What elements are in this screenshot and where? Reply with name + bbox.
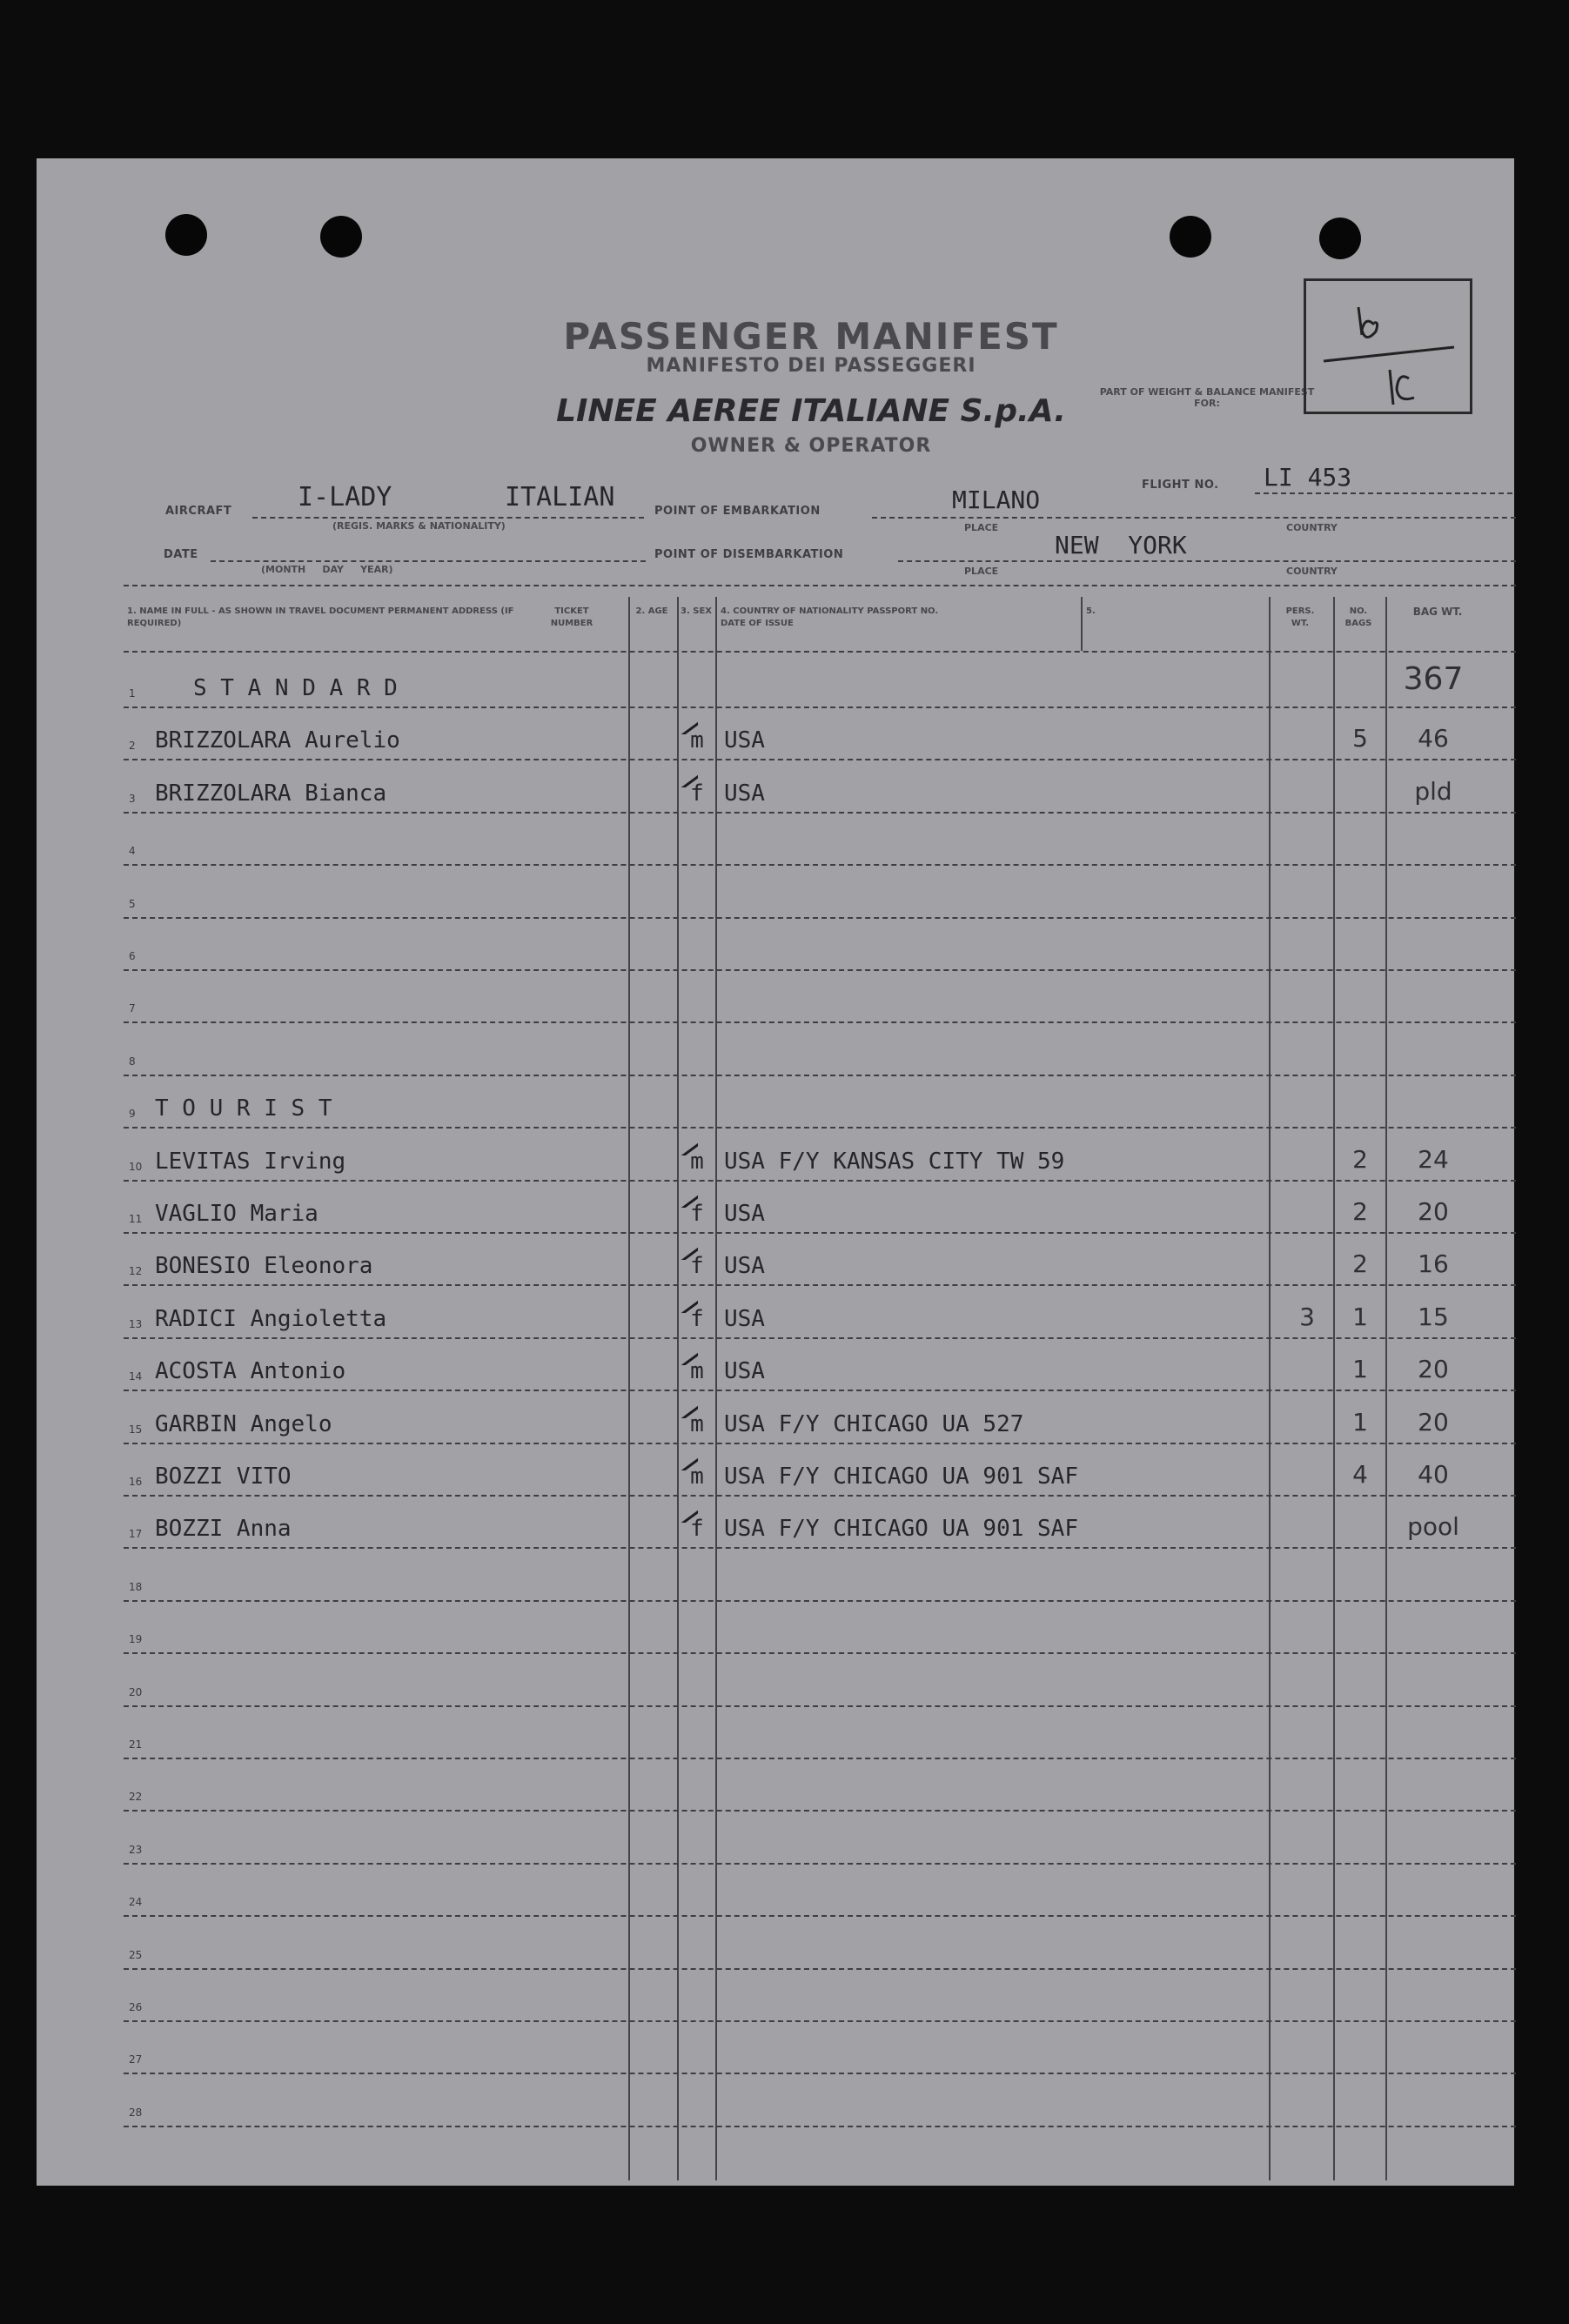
col-divider xyxy=(1081,597,1083,651)
col-head-name: 1. NAME IN FULL - AS SHOWN IN TRAVEL DOCUMENT PERMANENT ADDRESS (IF REQUIRED) xyxy=(127,606,514,628)
aircraft-label: AIRCRAFT xyxy=(165,505,232,518)
passenger-name: BONESIO Eleonora xyxy=(155,1253,373,1279)
binder-hole xyxy=(1319,218,1361,259)
passenger-sex: f xyxy=(690,1253,704,1279)
passenger-sex: f xyxy=(690,1306,704,1332)
passenger-name: S T A N D A R D xyxy=(193,675,398,701)
passenger-sex: f xyxy=(690,1201,704,1227)
row-number: 18 xyxy=(129,1581,143,1593)
passenger-nationality: USA F/Y KANSAS CITY TW 59 xyxy=(724,1149,1065,1175)
table-row xyxy=(37,1709,1514,1761)
annotation-fraction-icon xyxy=(1306,281,1470,412)
bag-weight: 16 xyxy=(1418,1249,1449,1278)
col-head-nationality: 4. COUNTRY OF NATIONALITY PASSPORT NO. DATE OF ISSUE xyxy=(721,606,939,628)
table-row xyxy=(37,1446,1514,1498)
disembarkation-value: NEW YORK xyxy=(1055,531,1187,559)
passenger-nationality: USA xyxy=(724,1253,765,1279)
bag-weight: 46 xyxy=(1418,724,1449,753)
flight-no-line xyxy=(1255,492,1512,494)
weight-balance-note: PART OF WEIGHT & BALANCE MANIFEST FOR: xyxy=(1099,386,1315,409)
place-label-2: PLACE xyxy=(964,566,999,577)
row-number: 17 xyxy=(129,1528,143,1540)
passenger-name: VAGLIO Maria xyxy=(155,1201,318,1227)
personal-weight: 3 xyxy=(1299,1303,1315,1331)
row-rule xyxy=(124,1600,1516,1602)
table-row xyxy=(37,1551,1514,1604)
table-row xyxy=(37,1657,1514,1709)
embarkation-line xyxy=(872,517,1516,519)
bag-weight: 24 xyxy=(1418,1145,1449,1174)
row-rule xyxy=(124,1758,1516,1759)
row-rule xyxy=(124,2126,1516,2127)
row-rule xyxy=(124,759,1516,760)
table-row xyxy=(37,1761,1514,1813)
manifest-title: PASSENGER MANIFEST xyxy=(563,315,1059,358)
table-row xyxy=(37,1604,1514,1656)
row-number: 21 xyxy=(129,1738,143,1751)
row-rule xyxy=(124,1127,1516,1129)
bag-weight: 15 xyxy=(1418,1303,1449,1331)
row-rule xyxy=(124,1968,1516,1970)
disembarkation-label: POINT OF DISEMBARKATION xyxy=(654,548,844,561)
embarkation-value: MILANO xyxy=(952,486,1041,514)
table-row xyxy=(37,658,1514,710)
number-of-bags: 1 xyxy=(1352,1408,1368,1437)
passenger-name: BOZZI Anna xyxy=(155,1516,292,1542)
binder-hole xyxy=(320,216,362,258)
passenger-name: ACOSTA Antonio xyxy=(155,1358,346,1384)
passenger-sex: f xyxy=(690,1516,704,1542)
number-of-bags: 2 xyxy=(1352,1145,1368,1174)
row-number: 8 xyxy=(129,1055,136,1068)
row-rule xyxy=(124,864,1516,866)
passenger-sex: m xyxy=(690,1463,704,1490)
number-of-bags: 2 xyxy=(1352,1249,1368,1278)
row-number: 19 xyxy=(129,1633,143,1645)
table-row xyxy=(37,868,1514,921)
row-rule xyxy=(124,2020,1516,2022)
row-rule xyxy=(124,1705,1516,1707)
row-number: 1 xyxy=(129,687,136,700)
table-row xyxy=(37,2024,1514,2076)
aircraft-value: I-LADY xyxy=(298,482,392,512)
row-number: 16 xyxy=(129,1476,143,1488)
passenger-sex: m xyxy=(690,1149,704,1175)
row-number: 5 xyxy=(129,898,136,910)
place-label-1: PLACE xyxy=(964,522,999,533)
passenger-nationality: USA F/Y CHICAGO UA 901 SAF xyxy=(724,1516,1078,1542)
row-number: 22 xyxy=(129,1791,143,1803)
passenger-name: T O U R I S T xyxy=(155,1095,332,1122)
manifest-sheet xyxy=(37,158,1514,2186)
binder-hole xyxy=(1170,216,1211,258)
table-row xyxy=(37,1394,1514,1446)
row-number: 10 xyxy=(129,1161,143,1173)
row-number: 27 xyxy=(129,2053,143,2066)
number-of-bags: 4 xyxy=(1352,1460,1368,1489)
bag-weight: 367 xyxy=(1403,661,1464,697)
row-rule xyxy=(124,1390,1516,1391)
row-number: 3 xyxy=(129,793,136,805)
table-row xyxy=(37,973,1514,1025)
passenger-sex: m xyxy=(690,1358,704,1384)
number-of-bags: 1 xyxy=(1352,1303,1368,1331)
table-row xyxy=(37,1919,1514,1972)
passenger-nationality: USA xyxy=(724,1201,765,1227)
aircraft-line xyxy=(252,517,644,519)
row-rule xyxy=(124,969,1516,971)
table-row xyxy=(37,1972,1514,2024)
row-number: 4 xyxy=(129,845,136,857)
bag-weight: 40 xyxy=(1418,1460,1449,1489)
col-head-no-bags: NO. BAGS xyxy=(1344,606,1372,628)
table-row xyxy=(37,1183,1514,1236)
col-head-bag-wt: BAG WT. xyxy=(1412,606,1463,618)
passenger-nationality: USA xyxy=(724,1358,765,1384)
col-head-5: 5. xyxy=(1086,606,1096,616)
passenger-sex: m xyxy=(690,727,704,753)
bag-weight: pld xyxy=(1414,777,1452,806)
col-head-sex: 3. SEX xyxy=(681,606,712,616)
row-number: 24 xyxy=(129,1896,143,1908)
table-row xyxy=(37,2077,1514,2129)
manifest-subtitle: MANIFESTO DEI PASSEGGERI xyxy=(646,355,976,377)
bag-weight: pool xyxy=(1407,1512,1459,1541)
number-of-bags: 5 xyxy=(1352,724,1368,753)
row-number: 2 xyxy=(129,740,136,752)
date-sublabel: (MONTH DAY YEAR) xyxy=(261,564,393,575)
row-rule xyxy=(124,1495,1516,1497)
row-rule xyxy=(124,1021,1516,1023)
table-row xyxy=(37,1078,1514,1130)
row-number: 23 xyxy=(129,1844,143,1856)
row-rule xyxy=(124,1232,1516,1234)
row-number: 28 xyxy=(129,2106,143,2119)
table-row xyxy=(37,763,1514,815)
table-row xyxy=(37,1498,1514,1550)
table-row xyxy=(37,1341,1514,1393)
table-row xyxy=(37,1814,1514,1866)
row-number: 14 xyxy=(129,1370,143,1383)
row-rule xyxy=(124,1180,1516,1182)
row-number: 13 xyxy=(129,1318,143,1330)
row-number: 26 xyxy=(129,2001,143,2013)
col-head-pers-wt: PERS. WT. xyxy=(1285,606,1315,628)
owner-operator-label: OWNER & OPERATOR xyxy=(690,435,932,457)
passenger-sex: f xyxy=(690,780,704,807)
nationality-value: ITALIAN xyxy=(505,482,615,512)
row-number: 11 xyxy=(129,1213,143,1225)
airline-name: LINEE AEREE ITALIANE S.p.A. xyxy=(556,393,1066,429)
row-rule xyxy=(124,1810,1516,1812)
passenger-name: BRIZZOLARA Aurelio xyxy=(155,727,400,753)
bag-weight: 20 xyxy=(1418,1355,1449,1383)
annotation-box xyxy=(1304,278,1472,414)
row-number: 9 xyxy=(129,1108,136,1120)
aircraft-sublabel: (REGIS. MARKS & NATIONALITY) xyxy=(332,520,506,532)
passenger-name: BRIZZOLARA Bianca xyxy=(155,780,387,807)
col-head-age: 2. AGE xyxy=(635,606,668,616)
number-of-bags: 1 xyxy=(1352,1355,1368,1383)
disembarkation-line xyxy=(898,560,1516,562)
passenger-sex: m xyxy=(690,1411,704,1437)
binder-hole xyxy=(165,214,207,256)
country-label-1: COUNTRY xyxy=(1286,522,1338,533)
embarkation-label: POINT OF EMBARKATION xyxy=(654,505,821,518)
row-rule xyxy=(124,707,1516,708)
row-number: 25 xyxy=(129,1949,143,1961)
passenger-name: LEVITAS Irving xyxy=(155,1149,346,1175)
row-rule xyxy=(124,1915,1516,1917)
passenger-nationality: USA F/Y CHICAGO UA 527 xyxy=(724,1411,1024,1437)
table-top-line xyxy=(124,585,1516,586)
date-label: DATE xyxy=(164,548,198,561)
table-row xyxy=(37,710,1514,762)
table-header-bottom-line xyxy=(124,651,1516,653)
row-number: 7 xyxy=(129,1002,136,1015)
table-row xyxy=(37,1236,1514,1288)
flight-no-value: LI 453 xyxy=(1264,463,1352,492)
passenger-name: GARBIN Angelo xyxy=(155,1411,332,1437)
table-row xyxy=(37,1289,1514,1341)
bag-weight: 20 xyxy=(1418,1408,1449,1437)
col-head-ticket: TICKET NUMBER xyxy=(550,606,593,628)
flight-no-label: FLIGHT NO. xyxy=(1142,479,1219,492)
row-rule xyxy=(124,1284,1516,1286)
table-row xyxy=(37,921,1514,973)
table-row xyxy=(37,815,1514,867)
row-number: 6 xyxy=(129,950,136,962)
number-of-bags: 2 xyxy=(1352,1197,1368,1226)
row-rule xyxy=(124,917,1516,919)
table-row xyxy=(37,1866,1514,1919)
row-number: 20 xyxy=(129,1686,143,1698)
row-rule xyxy=(124,1337,1516,1339)
row-rule xyxy=(124,1443,1516,1444)
passenger-nationality: USA xyxy=(724,1306,765,1332)
row-rule xyxy=(124,812,1516,814)
table-row xyxy=(37,1131,1514,1183)
bag-weight: 20 xyxy=(1418,1197,1449,1226)
row-rule xyxy=(124,1863,1516,1865)
passenger-nationality: USA xyxy=(724,727,765,753)
passenger-nationality: USA F/Y CHICAGO UA 901 SAF xyxy=(724,1463,1078,1490)
table-row xyxy=(37,1026,1514,1078)
row-number: 15 xyxy=(129,1423,143,1436)
passenger-name: RADICI Angioletta xyxy=(155,1306,387,1332)
row-rule xyxy=(124,1547,1516,1549)
row-rule xyxy=(124,2073,1516,2074)
passenger-name: BOZZI VITO xyxy=(155,1463,292,1490)
country-label-2: COUNTRY xyxy=(1286,566,1338,577)
row-rule xyxy=(124,1652,1516,1654)
passenger-nationality: USA xyxy=(724,780,765,807)
row-number: 12 xyxy=(129,1265,143,1277)
date-line xyxy=(211,560,646,562)
row-rule xyxy=(124,1075,1516,1076)
